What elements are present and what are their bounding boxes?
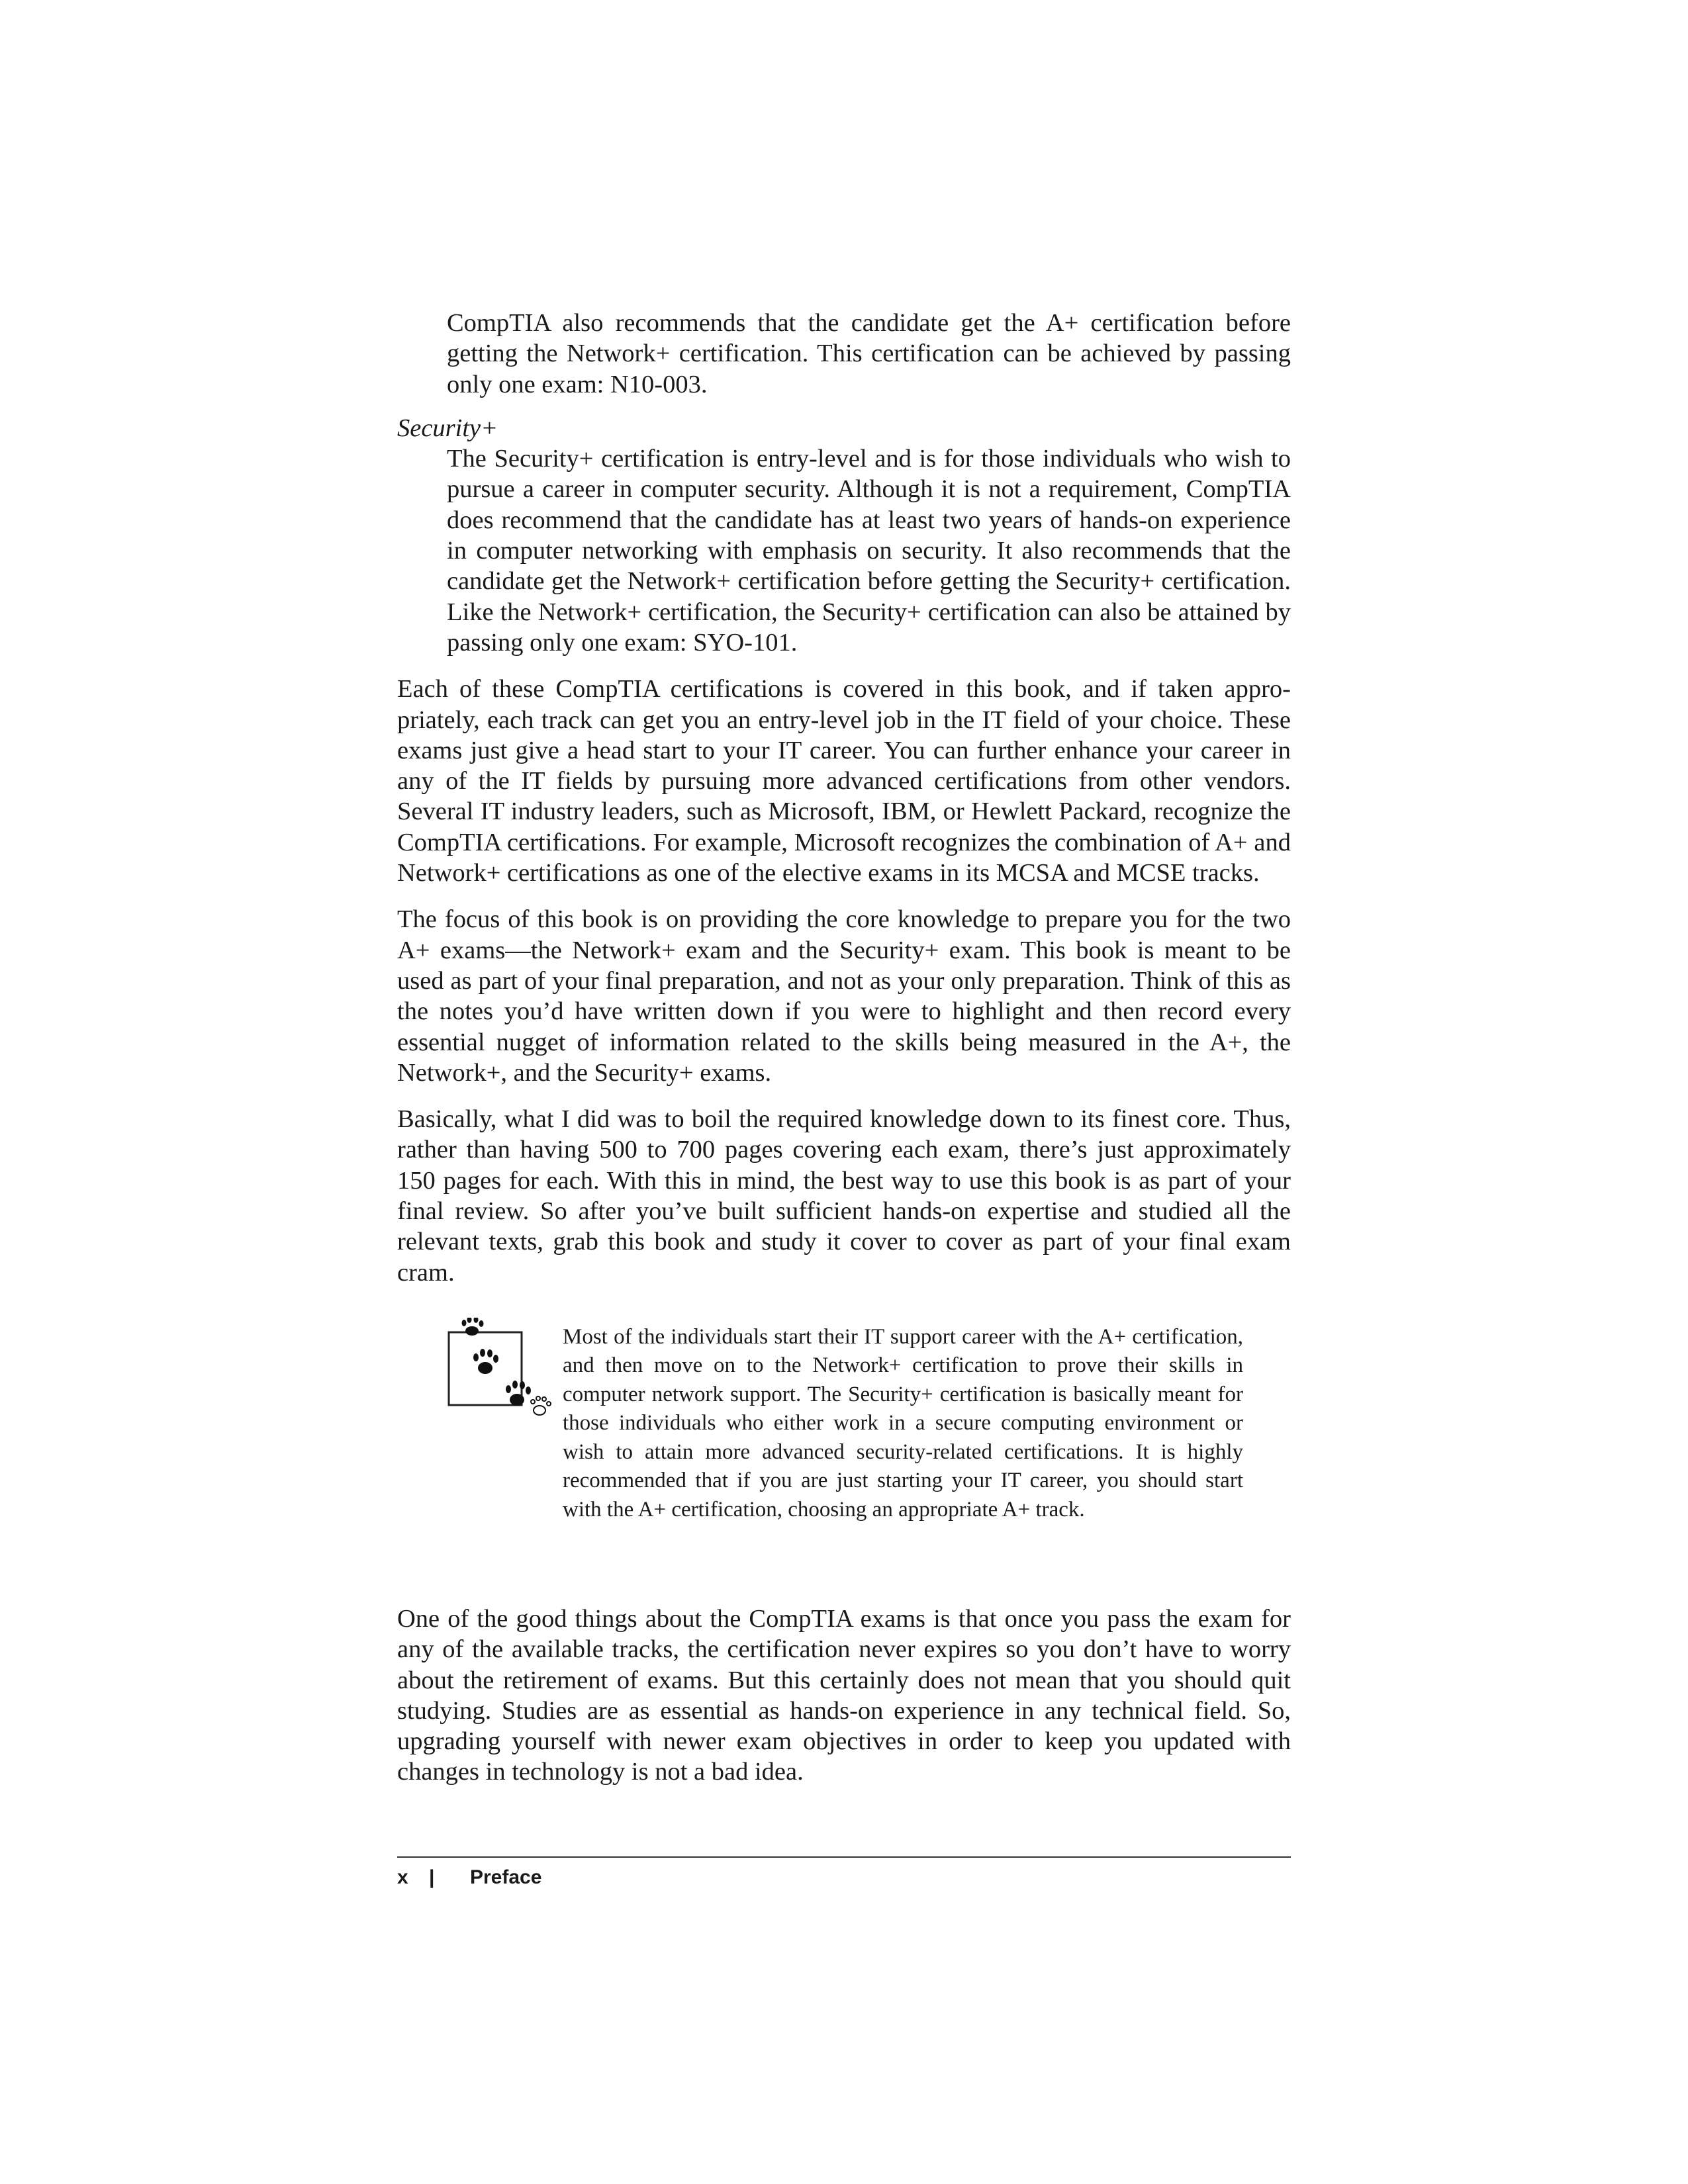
term-security-plus: Security+ <box>397 414 498 442</box>
tip-note <box>397 1318 1291 1576</box>
running-footer-section: Preface <box>470 1866 542 1888</box>
paragraph-final-review: Basically, what I did was to boil the required knowledge down to its finest core. Thus, rather than having 500 to 700 pages covering each exam, there’s just approximately 150 pages for each. With this in mind, the best way to use this book is as part of your final review. So after you’ve built sufficient hands-on expertise and studied all the relevant texts, grab this book and study it cover to cover as part of your final exam cram. <box>397 1105 1291 1287</box>
footer-rule <box>397 1856 1291 1858</box>
tip-note-text: Most of the individuals start their IT support career with the A+ certification, and then move on to the Network+ certification to prove their skills in computer network support. The Security+ certification is basically meant for those individuals who either work in a secure computing environment or wish to attain more advanced security-related certifications. It is highly recommended that if you are just starting your IT career, you should start with the A+ certification, choosing an appropriate A+ track. <box>563 1324 1243 1522</box>
page-footer <box>397 1856 1291 1891</box>
paragraph-book-focus: The focus of this book is on providing the core knowledge to prepare you for the two A+ exams—the Network+ exam and the Security+ exam. This book is meant to be used as part of your final preparation, and not as your only preparation. Think of this as the notes you’d have written down if you were to highlight and then record every essential nugget of information related to the skills being measured in the A+, the Network+, and the Security+ exams. <box>397 905 1291 1087</box>
page-content <box>397 308 1291 1788</box>
paragraph-security-plus: The Security+ certification is entry-level and is for those individuals who wish to pursue a career in computer security. Although it is not a requirement, CompTIA does recommend that the candidate has at least two years of hands-on experience in computer networking with emphasis on security. It also recommends that the candidate get the Network+ certification before getting the Security+ certification. Like the Network+ certification, the Security+ certification can also be attained by passing only one exam: SYO-101. <box>447 445 1291 657</box>
paw-prints-tip-icon <box>447 1318 566 1430</box>
paragraph-certification-never-expires: One of the good things about the CompTIA exams is that once you pass the exam for any of the available tracks, the certification never expires so you don’t have to worry about the retirement of exams. But this certainly does not mean that you should quit studying. Studies are as essential as hands-on experience in any technical field. So, upgrading yourself with newer exam objectives in order to keep you updated with changes in technology is not a bad idea. <box>397 1604 1291 1786</box>
page-number: x <box>397 1866 408 1888</box>
footer-row <box>397 1864 1291 1891</box>
paragraph-network-recommendation: CompTIA also recommends that the candidate get the A+ certification before getting the Network+ certification. This certification can be achieved by passing only one exam: N10-003. <box>447 309 1291 398</box>
footer-separator: | <box>429 1866 435 1888</box>
paragraph-certifications-coverage: Each of these CompTIA certifications is covered in this book, and if taken appropriately, each track can get you an entry-level job in the IT field of your choice. These exams just give a head start to your IT career. You can further enhance your career in any of the IT fields by pursuing more advanced certifications from other vendors. Several IT industry leaders, such as Microsoft, IBM, or Hewlett Packard, recognize the CompTIA certifications. For example, Microsoft recognizes the combination of A+ and Network+ certifications as one of the elective exams in its MCSA and MCSE tracks. <box>397 675 1291 887</box>
